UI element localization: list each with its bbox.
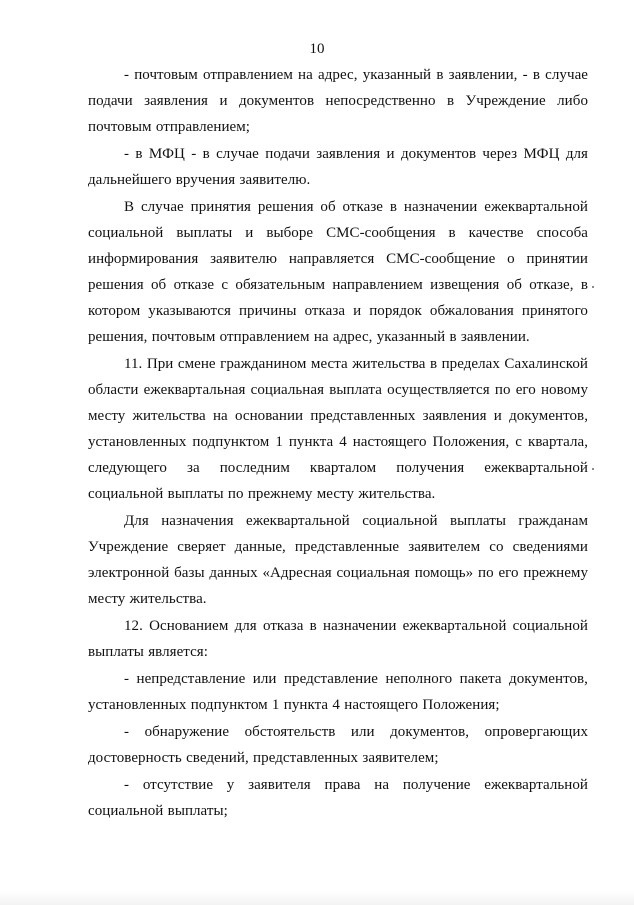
paragraph-item-11: 11. При смене гражданином места жительства в пределах Сахалинской области ежеквартальная социальная выплата осуществляется по его новому месту жительства на основании представленных заявления и документов, установленных подпунктом 1 пункта 4 настоящего Положения, с квартала, следующего за последним кварталом получения ежеквартальной социальной выплаты по прежнему месту жительства. xyxy=(88,356,588,502)
paragraph-data-verification: Для назначения ежеквартальной социальной выплаты гражданам Учреждение сверяет данные, представленные заявителем со сведениями электронной базы данных «Адресная социальная помощь» по его прежнему месту жительства. xyxy=(88,513,588,607)
paragraph-item-12: 12. Основанием для отказа в назначении ежеквартальной социальной выплаты является: xyxy=(88,618,588,660)
paragraph-mfc-delivery: - в МФЦ - в случае подачи заявления и документов через МФЦ для дальнейшего вручения заявителю. xyxy=(88,146,588,188)
scan-speck xyxy=(592,468,594,470)
paragraph-refusal-no-right: - отсутствие у заявителя права на получение ежеквартальной социальной выплаты; xyxy=(88,777,588,819)
page-number: 10 xyxy=(309,41,325,57)
scan-speck xyxy=(592,286,594,288)
paragraph-sms-refusal: В случае принятия решения об отказе в назначении ежеквартальной социальной выплаты и выборе СМС-сообщения в качестве способа информирования заявителю направляется СМС-сообщение о принятии решения об отказе с обязательным направлением извещения об отказе, в котором указываются причины отказа и порядок обжалования принятого решения, почтовым отправлением на адрес, указанный в заявлении. xyxy=(88,199,588,345)
scan-edge-shadow xyxy=(0,891,634,905)
paragraph-postal-delivery: - почтовым отправлением на адрес, указанный в заявлении, - в случае подачи заявления и документов непосредственно в Учреждение либо почтовым отправлением; xyxy=(88,67,588,135)
document-body xyxy=(88,62,588,824)
paragraph-refusal-false-info: - обнаружение обстоятельств или документов, опровергающих достоверность сведений, представленных заявителем; xyxy=(88,724,588,766)
paragraph-refusal-incomplete-docs: - непредставление или представление неполного пакета документов, установленных подпунктом 1 пункта 4 настоящего Положения; xyxy=(88,671,588,713)
